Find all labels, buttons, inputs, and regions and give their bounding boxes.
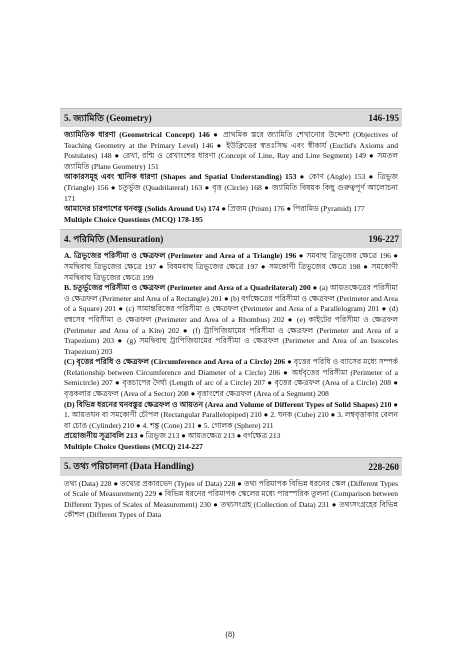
entry-text: তথ্য (Data) 228 ● তথ্যের প্রকারভেদ (Types of Data) 228 ● তথ্য পরিমাপক বিভিন্ন ধরনের স্কেল (Different Types of Scale of Measurement) 229 ● বিভিন্ন ধরনের পরিমাপক স্কেলের মধ্যে পারস্পরিক তুলনা (Comparison between Different Types of Scales of Measurement) 230 ● তথ্যসংগ্রহ (Collection of Data) 231 ● তথ্যসংগ্রহের বিভিন্ন কৌশল (Different Types of Data bbox=[64, 478, 398, 520]
section-page-range: 228-260 bbox=[368, 461, 399, 472]
entry-paragraph bbox=[64, 442, 398, 453]
entry-text: ● সমবাহু ত্রিভুজের ক্ষেত্রে 196 ● সমদ্বিবাহু ত্রিভুজের ক্ষেত্রে 197 ● বিষমবাহু ত্রিভুজের ক্ষেত্রে 197 ● সমকোণী ত্রিভুজের ক্ষেত্রে 198 ● সমকোণী সমদ্বিবাহু ত্রিভুজের ক্ষেত্রে 199 bbox=[64, 251, 398, 282]
entry-text: ● ত্রিভুজ 213 ● আয়তক্ষেত্র 213 ● বর্গক্ষেত্র 213 bbox=[137, 431, 281, 441]
entry-paragraph bbox=[64, 172, 398, 204]
section-page-range: 146-195 bbox=[368, 113, 399, 123]
entry-heading: Multiple Choice Questions (MCQ) 214-227 bbox=[64, 442, 203, 452]
entry-text: ● প্রাথমিক স্তরে জ্যামিতি শেখানোর উদ্দেশ্য (Objectives of Teaching Geometry at the Primary Level) 146 ● ইউক্লিডের স্বতঃসিদ্ধ এবং স্বীকার্য (Euclid's Axioms and Postulates) 148 ● রেখা, রশ্মি ও রেখাংশের ধারণা (Concept of Line, Ray and Line Segment) 149 ● সমতল জ্যামিতি (Plane Geometry) 151 bbox=[64, 130, 399, 171]
section-geometry bbox=[60, 108, 402, 229]
entry-paragraph bbox=[64, 204, 398, 215]
entry-heading: প্রয়োজনীয় সূত্রাবলি 213 bbox=[64, 431, 138, 441]
section-body bbox=[60, 127, 402, 229]
section-data-handling bbox=[60, 457, 402, 525]
entry-paragraph bbox=[64, 283, 398, 357]
section-body bbox=[60, 248, 402, 456]
entry-paragraph bbox=[64, 357, 398, 399]
section-header bbox=[60, 229, 402, 248]
entry-text: ● প্রিজম (Prism) 176 ● পিরামিড (Pyramid) 177 bbox=[219, 204, 365, 214]
entry-heading: B. চতুর্ভুজের পরিসীমা ও ক্ষেত্রফল (Perimeter and Area of a Quadrilateral) 200 bbox=[64, 283, 311, 293]
entry-paragraph bbox=[64, 130, 398, 172]
entry-paragraph bbox=[64, 215, 398, 226]
section-mensuration bbox=[60, 229, 402, 456]
section-page-range: 196-227 bbox=[368, 234, 399, 245]
entry-paragraph bbox=[64, 479, 398, 521]
entry-text: ● 1. আয়তঘন বা সমকোণী চৌপল (Rectangular Parallelopiped) 210 ● 2. ঘনক (Cube) 210 ● 3. লম্ববৃত্তাকার বেলন বা চোঙ (Cylinder) 210 ● 4. শঙ্কু (Cone) 211 ● 5. গোলক (Sphere) 211 bbox=[64, 399, 398, 430]
entry-heading: (D) বিভিন্ন ধরনের ঘনবস্তুর ক্ষেত্রফল ও আয়তন (Area and Volume of Different Types of Solid Shapes) 210 bbox=[64, 399, 392, 409]
entry-paragraph bbox=[64, 251, 398, 283]
section-title: 5. জ্যামিতি (Geometry) bbox=[64, 112, 152, 123]
entry-heading: আমাদের চারপাশের ঘনবস্তু (Solids Around Us) 174 bbox=[64, 204, 220, 214]
entry-paragraph bbox=[64, 400, 398, 432]
entry-heading: জ্যামিতিক ধারণা (Geometrical Concept) 146 bbox=[64, 130, 210, 139]
contents-page bbox=[60, 108, 402, 525]
entry-paragraph bbox=[64, 431, 398, 442]
section-header bbox=[60, 108, 402, 127]
page-number: (8) bbox=[225, 630, 235, 639]
section-title: 4. পরিমিতি (Mensuration) bbox=[64, 233, 164, 244]
section-body bbox=[60, 476, 402, 525]
section-header bbox=[60, 457, 402, 476]
entry-heading: Multiple Choice Questions (MCQ) 178-195 bbox=[64, 214, 203, 224]
entry-text: ● বৃত্তের পরিধি ও ব্যাসের মধ্যে সম্পর্ক (Relationship between Circumference and Diameter of a Circle) 206 ● অর্ধবৃত্তের পরিসীমা (Perimeter of a Semicircle) 207 ● বৃত্তচাপের দৈর্ঘ্য (Length of arc of a Circle) 207 ● বৃত্তের ক্ষেত্রফল (Area of a Circle) 208 ● বৃত্তকলার ক্ষেত্রফল (Area of a Sector) 208 ● বৃত্তাংশের ক্ষেত্রফল (Area of a Segment) 208 bbox=[64, 357, 398, 399]
entry-heading: A. ত্রিভুজের পরিসীমা ও ক্ষেত্রফল (Perimeter and Area of a Triangle) 196 bbox=[64, 251, 297, 261]
entry-text: ● কোণ (Angle) 153 ● ত্রিভুজ (Triangle) 156 ● চতুর্ভুজ (Quadrilateral) 163 ● বৃত্ত (Circle) 168 ● জ্যামিতি বিষয়ক কিছু গুরুত্বপূর্ণ আলোচনা 171 bbox=[64, 172, 398, 203]
entry-text: ● (a) আয়তক্ষেত্রের পরিসীমা ও ক্ষেত্রফল (Perimeter and Area of a Rectangle) 201 ● (b) বর্গক্ষেত্রের পরিসীমা ও ক্ষেত্রফল (Perimeter and Area of a Square) 201 ● (c) সামান্তরিকের পরিসীমা ও ক্ষেত্রফল (Perimeter and Area of a Parallelogram) 201 ● (d) রম্বসের পরিসীমা ও ক্ষেত্রফল (Perimeter and Area of a Rhombus) 202 ● (e) কাইটের পরিসীমা ও ক্ষেত্রফল (Perimeter and Area of a Kite) 202 ● (f) ট্রাপিজিয়ামের পরিসীমা ও ক্ষেত্রফল (Perimeter and Area of a Trapezium) 203 ● (g) সমদ্বিবাহু ট্রাপিজিয়ামের পরিসীমা ও ক্ষেত্রফল (Perimeter and Area of an Isosceles Trapezium) 203 bbox=[64, 283, 399, 356]
entry-heading: আকারসমূহ এবং স্থানিক ধারণা (Shapes and Spatial Understanding) 153 bbox=[64, 172, 297, 182]
entry-heading: (C) বৃত্তের পরিধি ও ক্ষেত্রফল (Circumference and Area of a Circle) 206 bbox=[64, 357, 286, 367]
section-title: 5. তথ্য পরিচালনা (Data Handling) bbox=[64, 461, 194, 472]
